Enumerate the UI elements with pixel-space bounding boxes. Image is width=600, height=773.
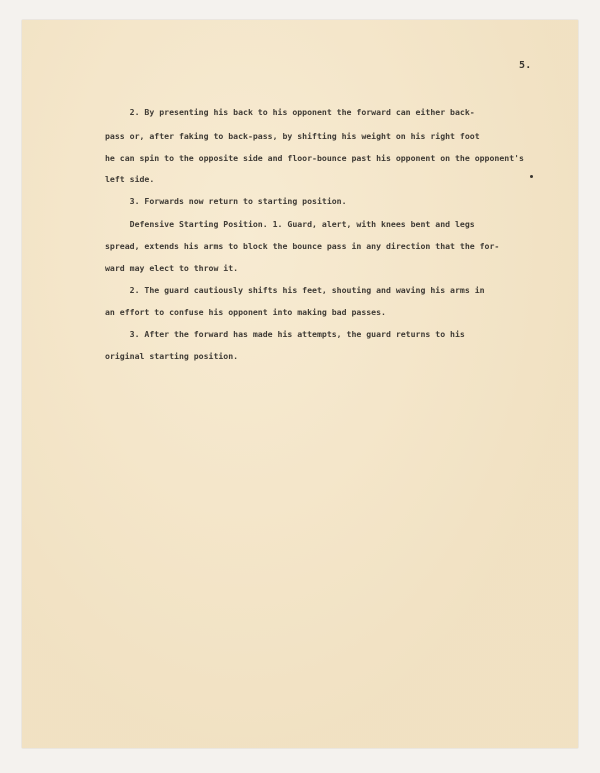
page-number: 5.	[519, 60, 532, 71]
text-line: he can spin to the opposite side and floor-bounce past his opponent on the opponent's	[105, 153, 524, 163]
text-line: spread, extends his arms to block the bounce pass in any direction that the for-	[105, 241, 500, 251]
text-line: Defensive Starting Position. 1. Guard, alert, with knees bent and legs	[105, 219, 475, 229]
ink-speck	[530, 175, 533, 178]
text-line: pass or, after faking to back-pass, by shifting his weight on his right foot	[105, 131, 480, 141]
text-line: 3. Forwards now return to starting position.	[105, 196, 347, 206]
text-line: an effort to confuse his opponent into making bad passes.	[105, 307, 386, 317]
text-line: 2. By presenting his back to his opponent the forward can either back-	[105, 107, 475, 117]
text-line: original starting position.	[105, 351, 239, 361]
text-line: 3. After the forward has made his attempts, the guard returns to his	[105, 329, 465, 339]
text-line: left side.	[105, 174, 155, 184]
text-line: 2. The guard cautiously shifts his feet, shouting and waving his arms in	[105, 285, 485, 295]
text-line: ward may elect to throw it.	[105, 263, 239, 273]
